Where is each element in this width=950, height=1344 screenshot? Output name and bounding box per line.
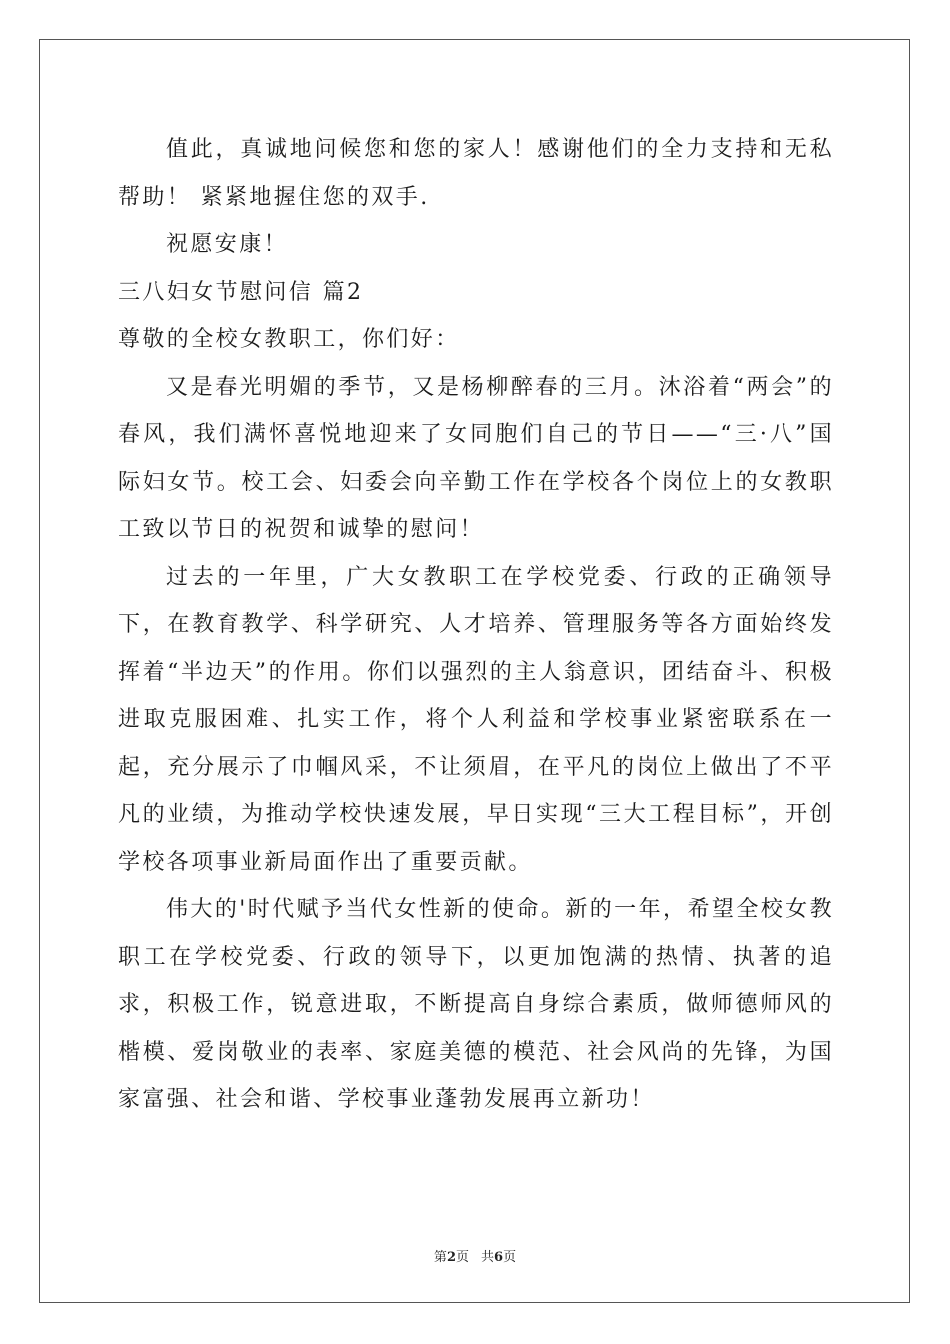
- paragraph-spring: 又是春光明媚的季节，又是杨柳醉春的三月。沐浴着“两会”的春风，我们满怀喜悦地迎来了女同胞们自己的节日——“三·八”国际妇女节。校工会、妇委会向辛勤工作在学校各个岗位上的女教职工致以节日的祝贺和诚挚的慰问！: [118, 374, 834, 542]
- paragraph-new-mission: 伟大的'时代赋予当代女性新的使命。新的一年，希望全校女教职工在学校党委、行政的领导下，以更加饱满的热情、执著的追求，积极工作，锐意进取，不断提高自身综合素质，做师德师风的楷模、爱岗敬业的表率、家庭美德的模范、社会风尚的先锋，为国家富强、社会和谐、学校事业蓬勃发展再立新功！: [118, 897, 834, 1112]
- page-label-suffix: 页: [455, 1250, 469, 1265]
- paragraph-wish: 祝愿安康！: [166, 232, 289, 257]
- document-body: [118, 126, 834, 1124]
- paragraph-past-year: 过去的一年里，广大女教职工在学校党委、行政的正确领导下，在教育教学、科学研究、人才培养、管理服务等各方面始终发挥着“半边天”的作用。你们以强烈的主人翁意识，团结奋斗、积极进取克服困难、扎实工作，将个人利益和学校事业紧密联系在一起，充分展示了巾帼风采，不让须眉，在平凡的岗位上做出了不平凡的业绩，为推动学校快速发展，早日实现“三大工程目标”，开创学校各项事业新局面作出了重要贡献。: [118, 564, 834, 875]
- salutation: 尊敬的全校女教职工，你们好：: [118, 327, 460, 352]
- total-pages: 6: [494, 1250, 504, 1265]
- page-number: 2: [446, 1250, 456, 1265]
- total-label-prefix: 共: [481, 1250, 495, 1265]
- paragraph-greeting: 值此，真诚地问候您和您的家人！感谢他们的全力支持和无私帮助！ 紧紧地握住您的双手.: [118, 137, 834, 210]
- page-footer: [0, 1246, 950, 1265]
- page-label-prefix: 第: [433, 1250, 447, 1265]
- section-heading: 三八妇女节慰问信 篇2: [118, 279, 364, 305]
- total-label-suffix: 页: [503, 1250, 517, 1265]
